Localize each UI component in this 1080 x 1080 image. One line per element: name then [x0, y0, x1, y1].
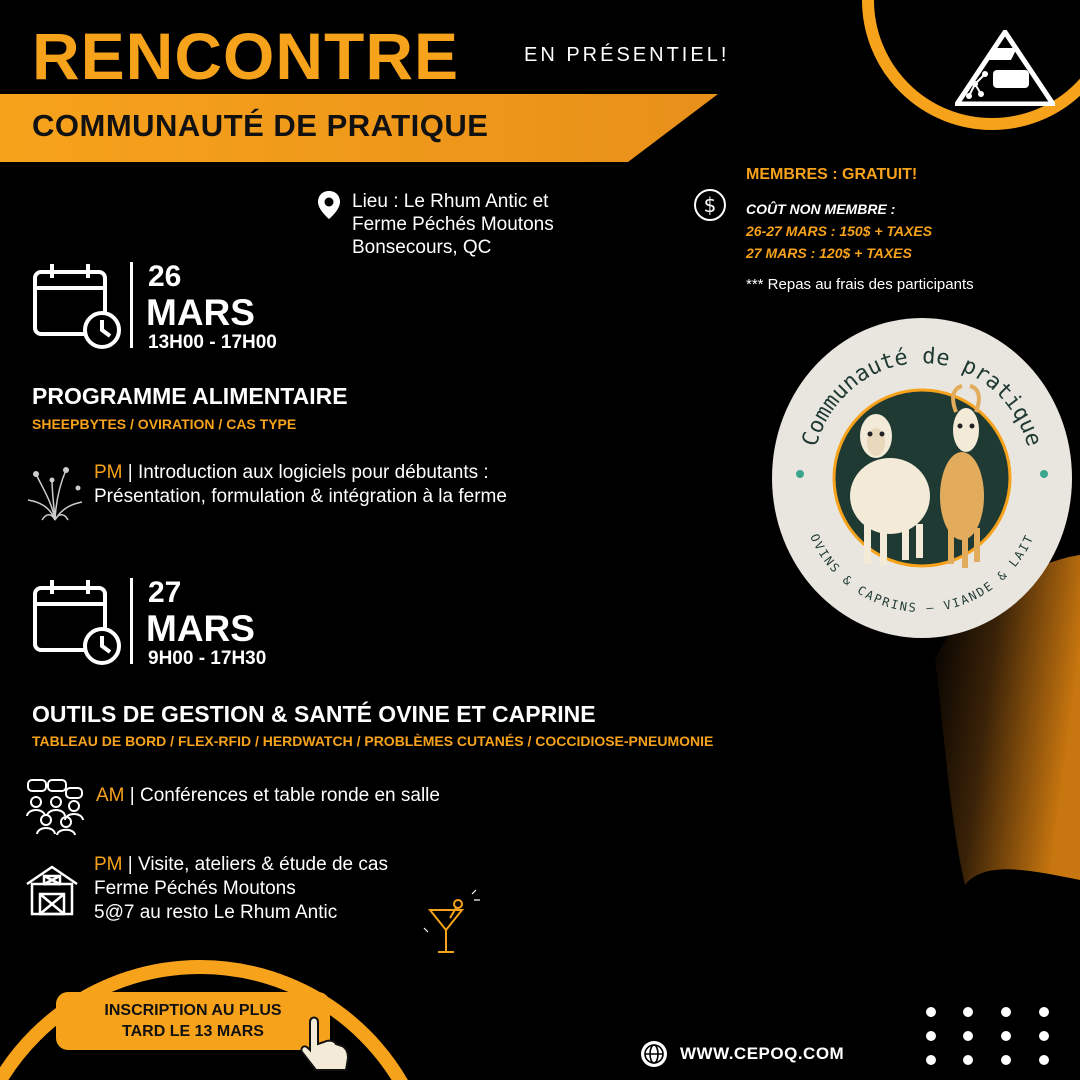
- day1-day: 26: [148, 260, 182, 293]
- day2-title: OUTILS DE GESTION & SANTÉ OVINE ET CAPRINE: [32, 701, 596, 727]
- day2-am-prefix: AM: [96, 785, 125, 806]
- date-divider: [130, 578, 133, 664]
- grass-icon: [22, 462, 88, 522]
- day1-pm-item: [94, 461, 507, 509]
- day2-pm-line-1: | Visite, ateliers & étude de cas: [122, 854, 388, 875]
- date-divider: [130, 262, 133, 348]
- poster-subtitle: EN PRÉSENTIEL!: [524, 44, 730, 66]
- day2-month: MARS: [146, 608, 255, 649]
- location-pin-icon: [316, 190, 342, 220]
- globe-icon: [640, 1040, 668, 1068]
- day1-pm-prefix: PM: [94, 462, 123, 483]
- barn-icon: [24, 864, 80, 916]
- location-line-2: Ferme Péchés Moutons: [352, 214, 554, 235]
- location-line-3: Bonsecours, QC: [352, 237, 492, 258]
- day1-title: PROGRAMME ALIMENTAIRE: [32, 383, 348, 409]
- banner-title: COMMUNAUTÉ DE PRATIQUE: [32, 108, 489, 143]
- community-badge-art: [772, 318, 1072, 638]
- day1-pm-line-2: Présentation, formulation & intégration à la ferme: [94, 486, 507, 507]
- cocktail-icon: [422, 888, 482, 958]
- non-member-prices: [746, 198, 932, 264]
- day2-day: 27: [148, 576, 182, 609]
- website-link[interactable]: WWW.CEPOQ.COM: [680, 1044, 845, 1063]
- pointing-hand-icon: [290, 1004, 360, 1074]
- cta-line-1: INSCRIPTION AU PLUS: [104, 1002, 282, 1019]
- day2-am-item: [96, 784, 440, 808]
- registration-button[interactable]: [56, 992, 330, 1050]
- price-line-1: 26-27 MARS : 150$ + TAXES: [746, 223, 933, 239]
- day2-tags: TABLEAU DE BORD / FLEX-RFID / HERDWATCH / PROBLÈMES CUTANÉS / COCCIDIOSE-PNEUMONIE: [32, 733, 714, 749]
- price-line-2: 27 MARS : 120$ + TAXES: [746, 245, 912, 261]
- day2-pm-prefix: PM: [94, 854, 123, 875]
- day1-month: MARS: [146, 292, 255, 333]
- badge-bottom-text: OVINS & CAPRINS – VIANDE & LAIT: [807, 531, 1037, 615]
- meal-note: *** Repas au frais des participants: [746, 276, 974, 293]
- day2-pm-item: [94, 853, 388, 925]
- location-line-1: Lieu : Le Rhum Antic et: [352, 191, 549, 212]
- day2-time: 9H00 - 17H30: [148, 648, 267, 669]
- calendar-clock-icon: [32, 262, 124, 350]
- non-member-label: COÛT NON MEMBRE :: [746, 201, 896, 217]
- members-price: MEMBRES : GRATUIT!: [746, 166, 918, 183]
- day2-am-text: | Conférences et table ronde en salle: [124, 785, 440, 806]
- calendar-clock-icon: [32, 578, 124, 666]
- people-chat-icon: [24, 778, 84, 836]
- location-block: [352, 190, 554, 259]
- brand-logo-icon: [955, 30, 1055, 106]
- day1-tags: SHEEPBYTES / OVIRATION / CAS TYPE: [32, 416, 297, 432]
- cta-line-2: TARD LE 13 MARS: [122, 1023, 264, 1040]
- day2-pm-line-3: 5@7 au resto Le Rhum Antic: [94, 902, 338, 923]
- svg-text:$: $: [703, 193, 717, 217]
- poster-title: RENCONTRE: [32, 19, 460, 93]
- day1-pm-line-1: | Introduction aux logiciels pour débutants :: [122, 462, 489, 483]
- badge-top-text: Communauté de pratique: [797, 343, 1047, 450]
- day2-pm-line-2: Ferme Péchés Moutons: [94, 878, 296, 899]
- decorative-dots: [926, 1007, 1056, 1067]
- day1-time: 13H00 - 17H00: [148, 332, 277, 353]
- dollar-icon: [693, 188, 727, 222]
